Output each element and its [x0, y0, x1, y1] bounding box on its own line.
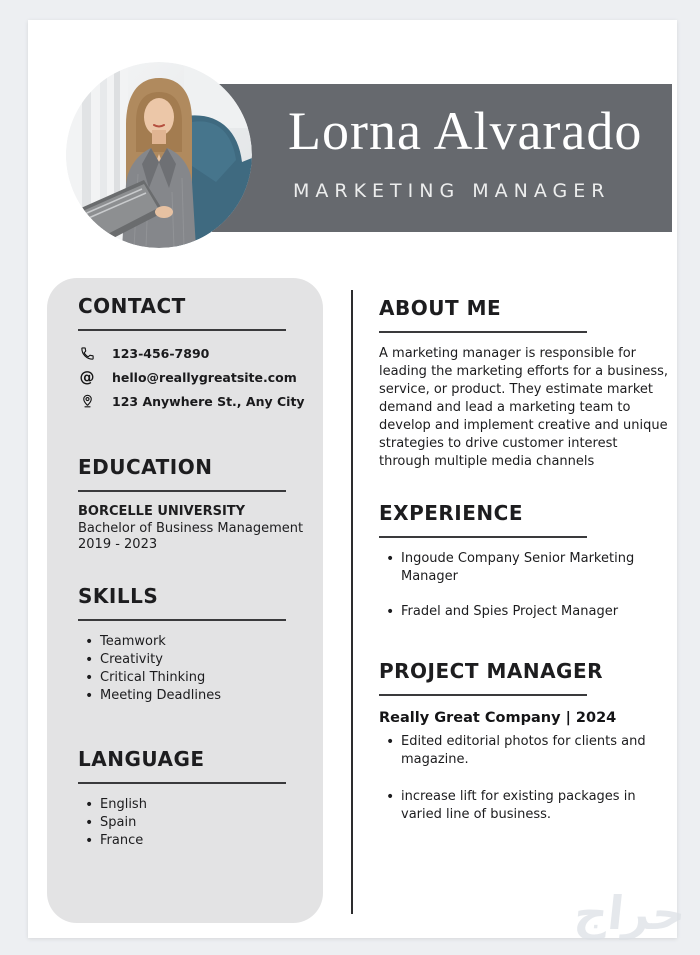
skill-item: • Creativity — [78, 651, 307, 669]
experience-list — [379, 550, 675, 621]
education-school: BORCELLE UNIVERSITY — [78, 504, 246, 519]
haraj-watermark: حراج — [571, 886, 689, 940]
language-heading: LANGUAGE — [78, 747, 205, 771]
contact-section — [78, 294, 307, 413]
language-item: • Spain — [78, 814, 307, 832]
language-list — [78, 796, 307, 850]
contact-rule — [78, 329, 286, 331]
main-column — [379, 296, 675, 824]
language-section — [78, 747, 307, 850]
education-rule — [78, 490, 286, 492]
at-icon: @ — [79, 367, 95, 386]
profile-photo — [66, 62, 252, 248]
project-rule — [379, 694, 587, 696]
education-degree: Bachelor of Business Management — [78, 521, 304, 536]
street-address: 123 Anywhere St., Any City — [112, 393, 305, 409]
skill-item: • Critical Thinking — [78, 669, 307, 687]
email-address: hello@reallygreatsite.com — [112, 369, 297, 385]
project-company: Really Great Company | 2024 — [379, 710, 617, 726]
skills-heading: SKILLS — [78, 584, 159, 608]
experience-heading: EXPERIENCE — [379, 501, 523, 525]
education-years: 2019 - 2023 — [78, 537, 158, 552]
project-manager-heading: PROJECT MANAGER — [379, 659, 604, 683]
experience-rule — [379, 536, 587, 538]
language-item: • France — [78, 832, 307, 850]
person-name: Lorna Alvarado — [288, 101, 643, 161]
experience-item: • Ingoude Company Senior Marketing Manager — [379, 550, 675, 586]
about-heading: ABOUT ME — [379, 296, 502, 320]
about-section — [379, 296, 675, 471]
contact-row-phone — [78, 341, 307, 365]
about-rule — [379, 331, 587, 333]
language-rule — [78, 782, 286, 784]
language-item: • English — [78, 796, 307, 814]
project-list — [379, 733, 675, 824]
skills-list — [78, 633, 307, 705]
job-title: MARKETING MANAGER — [293, 180, 611, 202]
header-band — [212, 84, 672, 232]
education-section — [78, 455, 307, 552]
profile-photo-illustration — [66, 62, 252, 248]
resume-page — [28, 20, 677, 938]
contact-heading: CONTACT — [78, 294, 186, 318]
project-item: • increase lift for existing packages in varied line of business. — [379, 788, 675, 824]
about-text: A marketing manager is responsible for leading the marketing efforts for a business, service, or product. They estimate market demand and lead a marketing team to develop and implement creative and unique strategies to drive customer interest through multiple media channels — [379, 346, 669, 469]
location-icon — [78, 394, 96, 409]
column-divider — [351, 290, 353, 914]
experience-item: • Fradel and Spies Project Manager — [379, 603, 675, 621]
skill-item: • Teamwork — [78, 633, 307, 651]
contact-row-email — [78, 365, 307, 389]
skills-rule — [78, 619, 286, 621]
skill-item: • Meeting Deadlines — [78, 687, 307, 705]
phone-number: 123-456-7890 — [112, 345, 210, 361]
project-item: • Edited editorial photos for clients and magazine. — [379, 733, 675, 769]
contact-row-address — [78, 389, 307, 413]
experience-section — [379, 501, 675, 621]
project-manager-section — [379, 659, 675, 824]
skills-section — [78, 584, 307, 705]
contact-list — [78, 341, 307, 413]
phone-icon — [78, 346, 96, 361]
sidebar-panel — [47, 278, 323, 923]
education-heading: EDUCATION — [78, 455, 213, 479]
